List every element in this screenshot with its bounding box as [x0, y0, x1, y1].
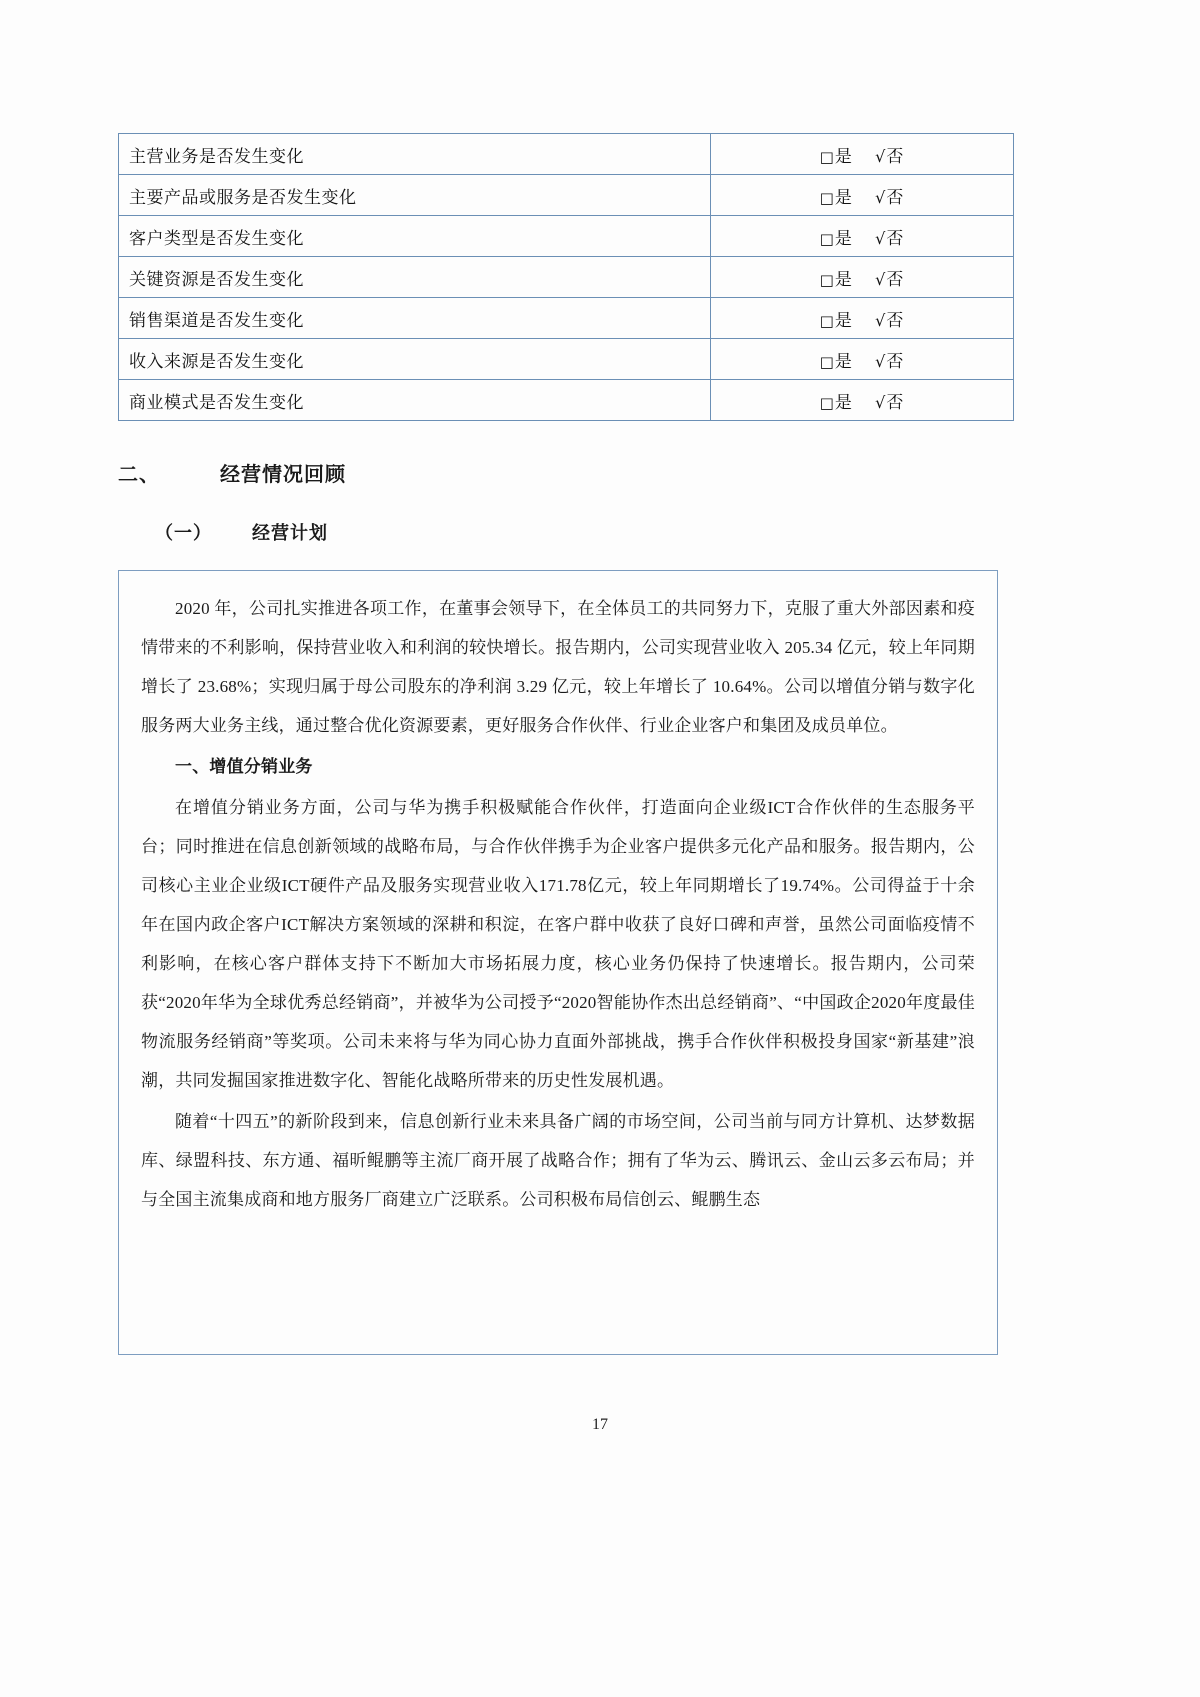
change-answer-cell	[711, 134, 1014, 175]
checkbox-empty-icon[interactable]: □	[819, 147, 835, 166]
body-text-box	[118, 570, 998, 1355]
change-question-label: 商业模式是否发生变化	[119, 380, 711, 421]
change-question-label: 主营业务是否发生变化	[119, 134, 711, 175]
option-yes[interactable]	[820, 183, 853, 208]
option-yes[interactable]	[820, 142, 853, 167]
checkmark-icon[interactable]: √	[875, 351, 887, 371]
checkmark-icon[interactable]: √	[875, 187, 887, 207]
option-yes-label: 是	[834, 351, 853, 371]
option-no-label: 否	[886, 351, 905, 371]
option-no-label: 否	[886, 310, 905, 330]
option-no[interactable]	[875, 142, 904, 167]
paragraph-subheading: 一、增值分销业务	[175, 757, 313, 776]
option-no[interactable]	[875, 306, 904, 331]
checkmark-icon[interactable]: √	[875, 392, 887, 412]
change-question-label: 收入来源是否发生变化	[119, 339, 711, 380]
option-yes[interactable]	[820, 224, 853, 249]
option-yes-label: 是	[834, 146, 853, 166]
subsection-heading	[155, 519, 328, 545]
paragraph: 在增值分销业务方面，公司与华为携手积极赋能合作伙伴，打造面向企业级ICT合作伙伴的生态服务平台；同时推进在信息创新领域的战略布局，与合作伙伴携手为企业客户提供多元化产品和服务。报告期内，公司核心主业企业级ICT硬件产品及服务实现营业收入171.78亿元，较上年同期增长了19.74%。公司得益于十余年在国内政企客户ICT解决方案领域的深耕和积淀，在客户群中收获了良好口碑和声誉，虽然公司面临疫情不利影响，在核心客户群体支持下不断加大市场拓展力度，核心业务仍保持了快速增长。报告期内，公司荣获“2020年华为全球优秀总经销商”，并被华为公司授予“2020智能协作杰出总经销商”、“中国政企2020年度最佳物流服务经销商”等奖项。公司未来将与华为同心协力直面外部挑战，携手合作伙伴积极投身国家“新基建”浪潮，共同发掘国家推进数字化、智能化战略所带来的历史性发展机遇。	[141, 798, 975, 1090]
option-no[interactable]	[875, 347, 904, 372]
option-no[interactable]	[875, 183, 904, 208]
paragraph: 2020 年，公司扎实推进各项工作，在董事会领导下，在全体员工的共同努力下，克服了重大外部因素和疫情带来的不利影响，保持营业收入和利润的较快增长。报告期内，公司实现营业收入 205.34 亿元，较上年同期增长了 23.68%；实现归属于母公司股东的净利润 3.29 亿元，较上年增长了 10.64%。公司以增值分销与数字化服务两大业务主线，通过整合优化资源要素，更好服务合作伙伴、行业企业客户和集团及成员单位。	[141, 599, 975, 735]
checkbox-empty-icon[interactable]: □	[819, 229, 835, 248]
change-answer-cell	[711, 339, 1014, 380]
change-question-label: 销售渠道是否发生变化	[119, 298, 711, 339]
option-yes-label: 是	[834, 392, 853, 412]
change-answer-cell	[711, 380, 1014, 421]
table-row	[119, 216, 1014, 257]
subsection-title: 经营计划	[252, 523, 328, 543]
option-no-label: 否	[886, 146, 905, 166]
option-yes-label: 是	[834, 310, 853, 330]
option-no-label: 否	[886, 269, 905, 289]
page-number: 17	[592, 1416, 608, 1433]
change-question-label: 客户类型是否发生变化	[119, 216, 711, 257]
option-yes[interactable]	[820, 306, 853, 331]
change-question-label: 关键资源是否发生变化	[119, 257, 711, 298]
subsection-number: （一）	[155, 523, 212, 543]
section-heading	[118, 458, 346, 487]
checkbox-empty-icon[interactable]: □	[819, 352, 835, 371]
checkmark-icon[interactable]: √	[875, 146, 887, 166]
option-yes-label: 是	[834, 269, 853, 289]
checkbox-empty-icon[interactable]: □	[819, 270, 835, 289]
checkmark-icon[interactable]: √	[875, 228, 887, 248]
checkmark-icon[interactable]: √	[875, 269, 887, 289]
option-no-label: 否	[886, 187, 905, 207]
paragraph: 随着“十四五”的新阶段到来，信息创新行业未来具备广阔的市场空间，公司当前与同方计算机、达梦数据库、绿盟科技、东方通、福昕鲲鹏等主流厂商开展了战略合作；拥有了华为云、腾讯云、金山云多云布局；并与全国主流集成商和地方服务厂商建立广泛联系。公司积极布局信创云、鲲鹏生态	[141, 1112, 975, 1209]
table-row	[119, 339, 1014, 380]
option-yes[interactable]	[820, 388, 853, 413]
option-no[interactable]	[875, 388, 904, 413]
option-no-label: 否	[886, 228, 905, 248]
table-row	[119, 380, 1014, 421]
option-yes-label: 是	[834, 228, 853, 248]
checkbox-empty-icon[interactable]: □	[819, 188, 835, 207]
section-number: 二、	[118, 464, 160, 486]
checkbox-empty-icon[interactable]: □	[819, 393, 835, 412]
checkbox-empty-icon[interactable]: □	[819, 311, 835, 330]
business-change-table	[118, 133, 1014, 421]
table-row	[119, 257, 1014, 298]
option-no[interactable]	[875, 224, 904, 249]
option-yes[interactable]	[820, 347, 853, 372]
table-row	[119, 298, 1014, 339]
option-no-label: 否	[886, 392, 905, 412]
table-row	[119, 134, 1014, 175]
section-title: 经营情况回顾	[220, 464, 346, 486]
table-body	[119, 134, 1014, 421]
option-yes[interactable]	[820, 265, 853, 290]
checkmark-icon[interactable]: √	[875, 310, 887, 330]
table-row	[119, 175, 1014, 216]
change-answer-cell	[711, 216, 1014, 257]
option-yes-label: 是	[834, 187, 853, 207]
option-no[interactable]	[875, 265, 904, 290]
change-answer-cell	[711, 257, 1014, 298]
change-question-label: 主要产品或服务是否发生变化	[119, 175, 711, 216]
change-answer-cell	[711, 298, 1014, 339]
change-answer-cell	[711, 175, 1014, 216]
